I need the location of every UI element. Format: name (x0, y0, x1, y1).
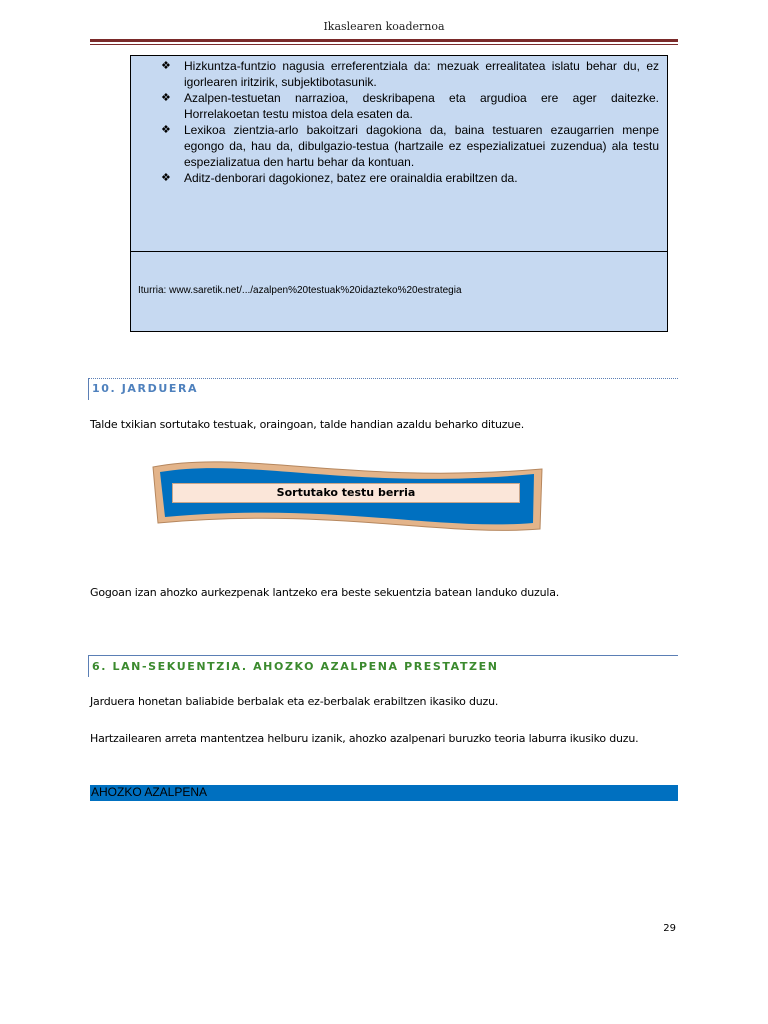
bullet-item (161, 122, 659, 170)
bullet-text: Azalpen-testuetan narrazioa, deskribapena eta argudioa ere ager daitezke. Horrelakoetan testu mistoa dela esaten da. (184, 91, 659, 121)
section-6-side-bar (88, 655, 89, 677)
bullet-text: Lexikoa zientzia-arlo bakoitzari dagokiona da, baina testuaren ezaugarrien menpe egongo da, hau da, dibulgazio-testua (hartzaile ez espezializatuei zuzendua) ala testu espezializatua den hartu behar da kontuan. (184, 123, 659, 169)
section-6-paragraph-2: Hartzailearen arreta mantentzea helburu izanik, ahozko azalpenari buruzko teoria laburra ikusiko duzu. (90, 732, 639, 745)
bullet-item (161, 58, 659, 90)
banner-label: Sortutako testu berria (172, 483, 520, 503)
section-10-rule (88, 378, 678, 379)
bullet-list (161, 58, 659, 186)
diamond-bullet-icon: ❖ (161, 60, 171, 72)
header-rule-thick (90, 39, 678, 42)
header-rule-thin (90, 44, 678, 45)
bullet-item (161, 90, 659, 122)
section-6-heading: 6. LAN-SEKUENTZIA. AHOZKO AZALPENA PRESTATZEN (92, 660, 499, 673)
section-6-paragraph-1: Jarduera honetan baliabide berbalak eta ez-berbalak erabiltzen ikasiko duzu. (90, 695, 499, 708)
diamond-bullet-icon: ❖ (161, 172, 171, 184)
section-10-heading: 10. JARDUERA (92, 382, 199, 395)
running-header: Ikaslearen koadernoa (323, 20, 445, 33)
diamond-bullet-icon: ❖ (161, 124, 171, 136)
diamond-bullet-icon: ❖ (161, 92, 171, 104)
section-10-paragraph-1: Talde txikian sortutako testuak, oraingoan, talde handian azaldu beharko dituzue. (90, 418, 524, 431)
info-box-content-cell (131, 56, 667, 252)
page-number: 29 (663, 923, 676, 934)
section-10-side-bar (88, 378, 89, 400)
section-10-paragraph-2: Gogoan izan ahozko aurkezpenak lantzeko era beste sekuentzia batean landuko duzula. (90, 586, 560, 599)
section-6-rule (88, 655, 678, 656)
bullet-text: Hizkuntza-funtzio nagusia erreferentziala da: mezuak errealitatea islatu behar du, ez igorlearen iritzirik, subjektibotasunik. (184, 59, 659, 89)
source-citation: Iturria: www.saretik.net/.../azalpen%20testuak%20idazteko%20estrategia (138, 285, 462, 296)
ahozko-azalpena-strip: AHOZKO AZALPENA (90, 785, 678, 801)
info-box (130, 55, 668, 332)
bullet-item (161, 170, 659, 186)
bullet-text: Aditz-denborari dagokionez, batez ere orainaldia erabiltzen da. (184, 171, 518, 185)
